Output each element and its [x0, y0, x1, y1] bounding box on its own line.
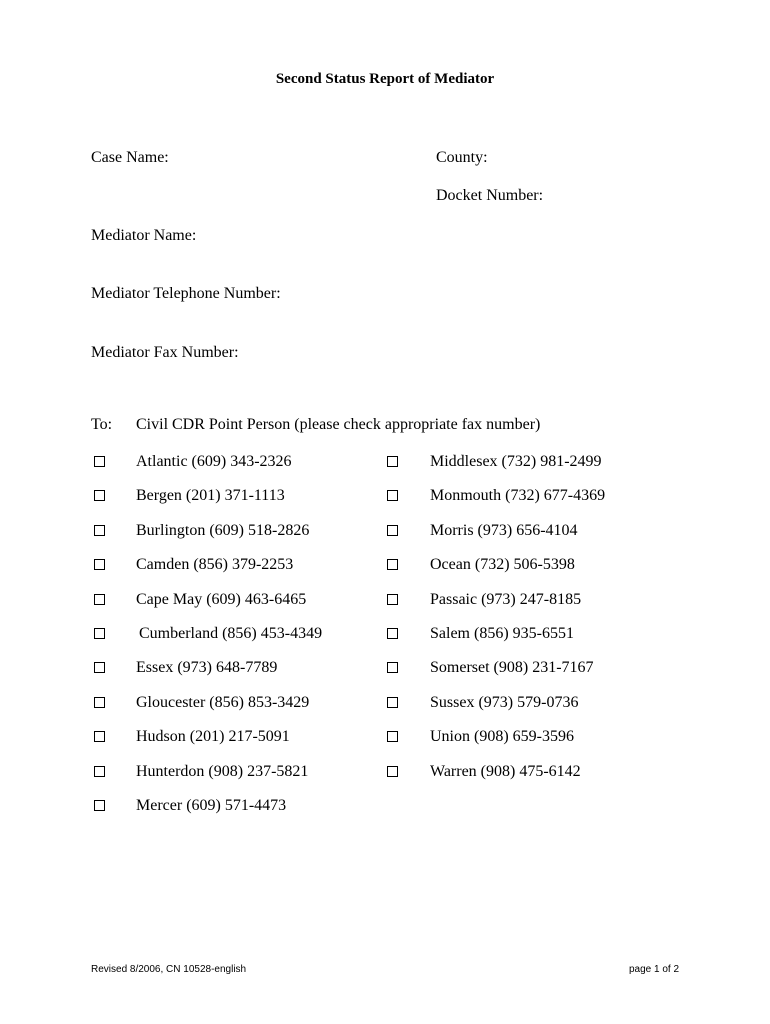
county-checkbox[interactable] — [94, 628, 105, 639]
county-checkbox[interactable] — [94, 490, 105, 501]
county-fax-label: Middlesex (732) 981-2499 — [430, 453, 602, 470]
county-fax-label: Union (908) 659-3596 — [430, 728, 574, 746]
county-checkbox[interactable] — [387, 559, 398, 570]
county-fax-label: Warren (908) 475-6142 — [430, 762, 581, 780]
county-fax-label: Passaic (973) 247-8185 — [430, 590, 582, 608]
county-checkbox[interactable] — [94, 697, 105, 708]
page-number: page 1 of 2 — [629, 964, 680, 975]
case-name-label: Case Name: — [91, 149, 169, 166]
county-checkbox[interactable] — [94, 559, 105, 570]
to-recipient-text: Civil CDR Point Person (please check appropriate fax number) — [136, 416, 541, 433]
county-fax-label: Somerset (908) 231-7167 — [430, 659, 594, 677]
county-checkbox[interactable] — [387, 731, 398, 742]
county-checkbox[interactable] — [94, 594, 105, 605]
county-fax-label: Gloucester (856) 853-3429 — [136, 693, 310, 711]
county-fax-label: Sussex (973) 579-0736 — [430, 693, 579, 711]
document-title: Second Status Report of Mediator — [275, 71, 495, 87]
county-fax-label: Atlantic (609) 343-2326 — [136, 453, 292, 470]
county-fax-label: Burlington (609) 518-2826 — [136, 521, 310, 539]
county-fax-label: Hunterdon (908) 237-5821 — [136, 762, 309, 780]
county-fax-label: Hudson (201) 217-5091 — [136, 728, 290, 746]
county-fax-label: Camden (856) 379-2253 — [136, 556, 294, 574]
county-checkbox[interactable] — [94, 525, 105, 536]
county-fax-label: Monmouth (732) 677-4369 — [430, 487, 606, 505]
county-fax-label: Salem (856) 935-6551 — [430, 625, 574, 642]
county-fax-label: Cumberland (856) 453-4349 — [139, 625, 323, 642]
mediator-name-label: Mediator Name: — [91, 227, 197, 244]
county-fax-label: Mercer (609) 571-4473 — [136, 797, 287, 814]
county-checkbox[interactable] — [94, 731, 105, 742]
county-checkbox[interactable] — [94, 456, 105, 467]
county-checkbox[interactable] — [94, 800, 105, 811]
county-checkbox[interactable] — [387, 456, 398, 467]
docket-number-label: Docket Number: — [436, 187, 544, 204]
county-fax-label: Ocean (732) 506-5398 — [430, 556, 575, 574]
county-checkbox[interactable] — [387, 490, 398, 501]
county-fax-label: Bergen (201) 371-1113 — [136, 487, 285, 505]
county-checkbox[interactable] — [387, 628, 398, 639]
county-fax-label: Cape May (609) 463-6465 — [136, 590, 307, 608]
county-checkbox[interactable] — [387, 697, 398, 708]
county-checkbox[interactable] — [387, 594, 398, 605]
county-checkbox[interactable] — [387, 662, 398, 673]
county-fax-label: Essex (973) 648-7789 — [136, 659, 278, 677]
county-checkbox[interactable] — [387, 525, 398, 536]
to-label: To: — [91, 416, 113, 433]
county-checkbox[interactable] — [94, 766, 105, 777]
county-fax-label: Morris (973) 656-4104 — [430, 521, 578, 539]
mediator-fax-label: Mediator Fax Number: — [91, 344, 239, 361]
county-checkbox[interactable] — [387, 766, 398, 777]
county-checkbox[interactable] — [94, 662, 105, 673]
mediator-telephone-label: Mediator Telephone Number: — [91, 285, 281, 302]
county-label: County: — [436, 149, 488, 166]
revision-note: Revised 8/2006, CN 10528-english — [91, 964, 247, 975]
